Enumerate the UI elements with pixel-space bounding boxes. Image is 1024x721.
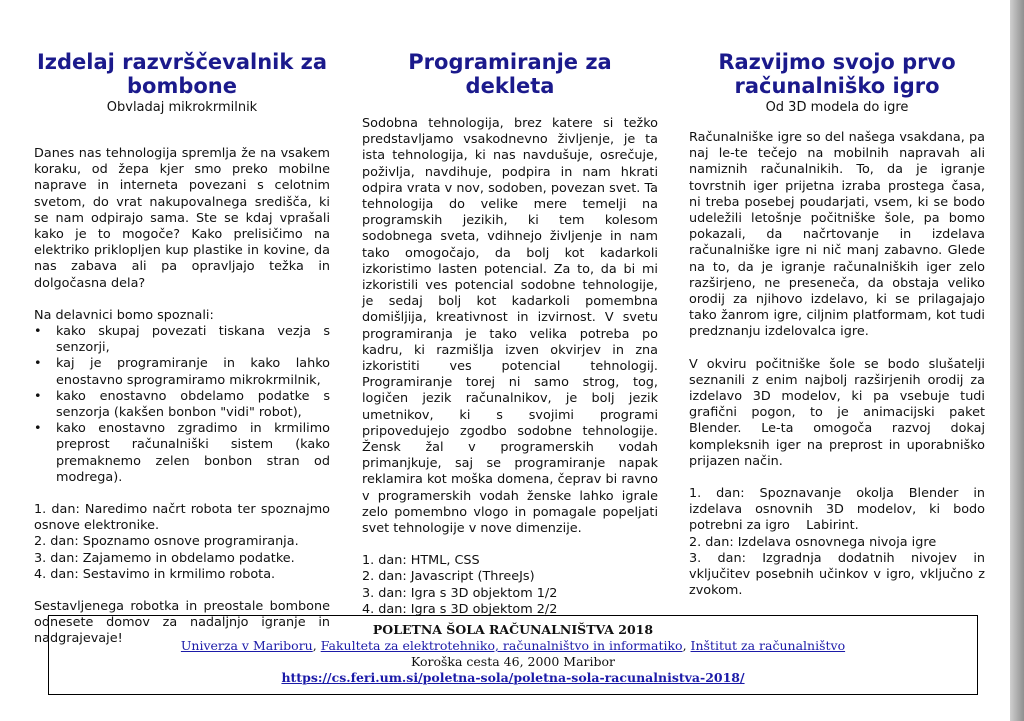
workshop-column-game-dev: [689, 50, 990, 599]
footer-title: POLETNA ŠOLA RAČUNALNIŠTVA 2018: [372, 622, 654, 637]
list-item: • kaj je programiranje in kako lahko enostavno sprogramiramo mikrokrmilnik,: [34, 356, 330, 388]
workshop-subtitle: Obvladaj mikrokrmilnik: [106, 100, 258, 115]
schedule-day: 2. dan: Spoznamo osnove programiranja.: [34, 534, 299, 550]
bullet-icon: •: [34, 356, 42, 372]
footer-url-link[interactable]: https://cs.feri.um.si/poletna-sola/poletna-sola-racunalnistva-2018/: [281, 670, 745, 685]
list-item: • kako enostavno zgradimo in krmilimo preprost računalniški sistem (kako premaknemo zelen bonbon stran od modrega).: [34, 421, 330, 485]
workshop-title: Razvijmo svojo prvo računalniško igro: [718, 50, 956, 98]
workshop-closing: Sestavljenega robotka in preostale bombone odnesete domov za nadaljnjo igranje in nadgrajevaje!: [34, 599, 330, 647]
workshop-paragraph: V okviru počitniške šole se bodo slušatelji seznanili z enim najbolj razširjenih orodij za izdelavo 3D modelov, ki pa vsebuje tudi grafični pogon, to je animacijski paket Blender. Le-ta omogoča razvoj dokaj kompleksnih iger na preprost in uporabniško prijazen način.: [689, 356, 985, 469]
schedule: [689, 486, 990, 599]
link-faculty[interactable]: Fakulteta za elektrotehniko, računalništvo in informatiko: [320, 638, 683, 653]
schedule-day: 2. dan: Javascript (ThreeJs): [362, 569, 535, 585]
schedule-day: 1. dan: HTML, CSS: [362, 553, 480, 569]
schedule-day: 4. dan: Sestavimo in krmilimo robota.: [34, 566, 276, 582]
schedule-day: 3. dan: Zajamemo in obdelamo podatke.: [34, 550, 295, 566]
schedule-day: 1. dan: Naredimo načrt robota ter spoznajmo osnove elektronike.: [34, 502, 330, 534]
viewer-scroll-shadow: [1010, 0, 1024, 721]
schedule: [34, 502, 330, 583]
workshop-body: Sodobna tehnologija, brez katere si težko predstavljamo vsakodnevno življenje, je ta ista tehnologija, ki nas navdušuje, osrečuje, poživlja, navdihuje, podpira in nam hkrati odpira vrata v nov, sodoben, povezan svet. Ta tehnologija do velike mere temelji na programskih jezikih, ki tem kolesom sodobnega sveta, vdihnejo življenje in nam tako omogočajo, da bolj kot kadarkoli izkoristimo lasten potencial. Za to, da bi mi izkoristili ves potencial sodobne tehnologije, je sedaj bolj kot kadarkoli pomembna domišljija, kreativnost in izvirnost. V svetu programiranja je tako velika potreba po kadru, ki razmišlja izven okvirjev in zna izkoristiti ves potencial tehnologij. Programiranje torej ni samo strog, tog, logičen jezik računalnikov, je bolj jezik umetnikov, ki s svojimi programi pripovedujejo zgodbo sodobne tehnologije. Žensk žal v programerskih vodah primanjkuje, saj se programiranje napak reklamira kot moška domena, čeprav bi ravno v programerskih vodah ženske lahko igrale zelo pomembno vlogo in pomagale popeljati svet tehnologije v nove dimenzije.: [362, 116, 658, 537]
schedule-day: 1. dan: Spoznavanje okolja Blender in izdelava osnovnih 3D modelov, ki bodo potrebni za igro Labirint.: [689, 486, 990, 534]
footer-links: Univerza v Mariboru, Fakulteta za elektrotehniko, računalništvo in informatiko, Inštitut za računalništvo: [180, 638, 846, 653]
learn-heading: Na delavnici bomo spoznali:: [34, 307, 214, 323]
workshop-title: Izdelaj razvrščevalnik za bombone: [36, 50, 328, 98]
workshop-intro: Računalniške igre so del našega vsakdana, pa naj le-te tečejo na mobilnih napravah ali namiznih računalnikih. To, da je igranje tovrstnih iger prijetna izraba prostega časa, ni treba posebej poudarjati, vsem, ki se bodo udeležili letošnje počitniške šole, pa bomo pokazali, da načrtovanje in izdelava računalniške igre ni nič manj zabavno. Glede na to, da je igranje računalniških iger zelo razširjeno, ne preseneča, da obstaja veliko orodij za njihovo izdelavo, ki se prilagajajo tako žanrom igre, ciljnim platformam, kot tudi predznanju izdelovalca igre.: [689, 130, 985, 340]
schedule-day: 3. dan: Igra s 3D objektom 1/2: [362, 585, 558, 601]
workshop-intro: Danes nas tehnologija spremlja že na vsakem koraku, od žepa kjer smo preko mobilne naprave in interneta povezani s celotnim svetom, do vrat nakupovalnega središča, ki se nam odpirajo sama. Ste se kdaj vprašali kako je to mogoče? Kako prelisičimo na elektriko priklopljen kup plastike in kovine, da nas zabava ali pa opravljajo težka in dolgočasna dela?: [34, 146, 330, 291]
workshop-column-candy-sorter: [34, 50, 330, 648]
schedule-day: 4. dan: Igra s 3D objektom 2/2: [362, 601, 558, 617]
workshop-column-girls-programming: [362, 50, 658, 618]
list-item: • kako enostavno obdelamo podatke s senzorja (kakšen bonbon "vidi" robot),: [34, 388, 330, 421]
bullet-icon: •: [34, 421, 42, 437]
bullet-icon: •: [34, 324, 42, 340]
learn-list: [34, 324, 330, 486]
list-item: • kako skupaj povezati tiskana vezja s senzorji,: [34, 324, 330, 356]
schedule-day: 2. dan: Izdelava osnovnega nivoja igre: [689, 534, 937, 550]
schedule: [362, 553, 658, 618]
schedule-day: 3. dan: Izgradnja dodatnih nivojev in vključitev posebnih učinkov v igro, vključno z zvokom.: [689, 550, 985, 599]
link-institute[interactable]: Inštitut za računalništvo: [690, 638, 846, 653]
workshop-subtitle: Od 3D modela do igre: [765, 100, 909, 115]
footer-address: Koroška cesta 46, 2000 Maribor: [410, 654, 616, 669]
bullet-icon: •: [34, 388, 42, 404]
footer-box: [48, 615, 978, 695]
link-university[interactable]: Univerza v Mariboru: [180, 638, 313, 653]
workshop-title: Programiranje za dekleta: [408, 50, 612, 98]
